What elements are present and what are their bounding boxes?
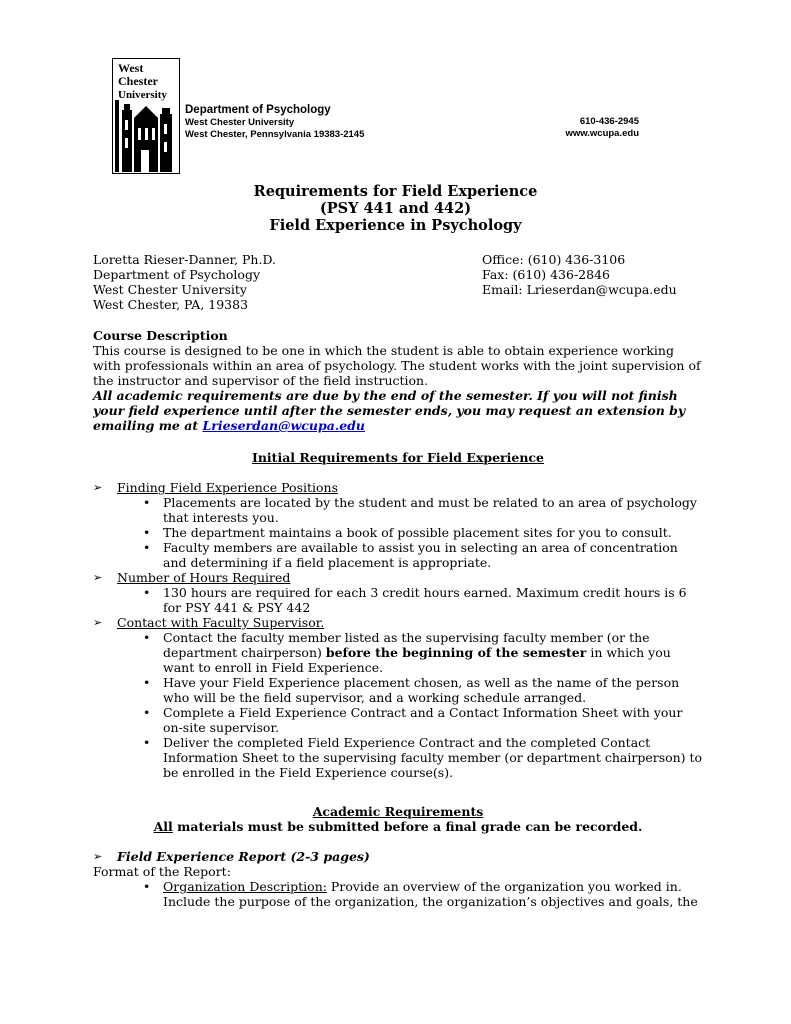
document-title [0, 183, 791, 234]
section-report [93, 849, 703, 864]
title-line-1: Requirements for Field Experience [253, 183, 538, 200]
author-office: Office: (610) 436-3106 [482, 252, 626, 267]
list-item: • The department maintains a book of possible placement sites for you to consult. [139, 525, 703, 540]
department-university: West Chester University [185, 117, 295, 128]
course-notice-email[interactable]: Lrieserdan@wcupa.edu [202, 418, 365, 433]
section-title: Number of Hours Required [117, 570, 291, 585]
report-format-items [93, 879, 703, 909]
author-contact [482, 252, 677, 297]
author-university: West Chester University [93, 282, 247, 297]
section-items [93, 585, 703, 615]
department-address: West Chester, Pennsylvania 19383-2145 [185, 129, 365, 140]
initial-heading: Initial Requirements for Field Experience [252, 450, 544, 465]
list-item: • Placements are located by the student and must be related to an area of psychology that interests you. [139, 495, 703, 525]
list-item: • Have your Field Experience placement chosen, as well as the name of the person who will be the field supervisor, and a working schedule arranged. [139, 675, 703, 705]
report-title: Field Experience Report (2-3 pages) [117, 849, 370, 864]
section-items [93, 495, 703, 570]
initial-sections [93, 480, 703, 780]
list-item: • 130 hours are required for each 3 credit hours earned. Maximum credit hours is 6 for PSY 441 & PSY 442 [139, 585, 703, 615]
item-text: in which you want to enroll in Field Experience. [163, 645, 671, 675]
logo-text-3: University [118, 89, 167, 101]
academic-subheading [93, 819, 703, 834]
course-notice-text: All academic requirements are due by the end of the semester. If you will not finish your field experience until after the semester ends, you may request an extension by emailing me at [93, 388, 686, 433]
academic-sections [93, 849, 703, 864]
item-label: Organization Description: [163, 879, 327, 894]
item-emphasis: before the beginning of the semester [325, 645, 587, 660]
list-item [139, 630, 703, 675]
author-email[interactable]: Email: Lrieserdan@wcupa.edu [482, 282, 677, 297]
course-text: This course is designed to be one in which the student is able to obtain experience working with professionals within an area of psychology. The student works with the joint supervision of the instructor and supervisor of the field instruction. [93, 343, 701, 388]
author-department: Department of Psychology [93, 267, 261, 282]
letterhead-phone: 610-436-2945 [579, 116, 639, 127]
section-items [93, 630, 703, 780]
item-text: Contact the faculty member listed as the supervising faculty member (or the department chairperson) [163, 630, 650, 660]
section-faculty-contact [93, 615, 703, 780]
initial-requirements [93, 450, 703, 780]
arrow-bullet-icon: ➢ [93, 850, 103, 863]
list-item: • Deliver the completed Field Experience Contract and the completed Contact Information Sheet to the supervising faculty member (or department chairperson) to be enrolled in the Field Experience course(s). [139, 735, 703, 780]
course-heading: Course Description [93, 328, 228, 343]
arrow-bullet-icon: ➢ [93, 481, 103, 494]
author-fax: Fax: (610) 436-2846 [482, 267, 610, 282]
title-line-2: (PSY 441 and 442) [319, 200, 472, 217]
academic-heading: Academic Requirements [312, 804, 484, 819]
logo-text-2: Chester [118, 74, 158, 88]
list-item [139, 879, 703, 909]
author-name: Loretta Rieser-Danner, Ph.D. [93, 252, 276, 267]
department-name: Department of Psychology [185, 104, 331, 116]
section-finding-positions [93, 480, 703, 570]
section-title: Contact with Faculty Supervisor. [117, 615, 325, 630]
author-block [93, 252, 276, 312]
course-description [93, 328, 703, 433]
letterhead-contact [565, 116, 639, 140]
item-text: Provide an overview of the organization you worked in. Include the purpose of the organization, the organization’s objectives and goals, the [163, 879, 698, 909]
author-city: West Chester, PA, 19383 [93, 297, 249, 312]
title-line-3: Field Experience in Psychology [269, 217, 522, 234]
department-header [185, 103, 364, 141]
section-hours-required [93, 570, 703, 615]
course-notice [93, 388, 703, 433]
arrow-bullet-icon: ➢ [93, 616, 103, 629]
report-format-label: Format of the Report: [93, 864, 231, 879]
university-logo [112, 58, 180, 174]
arrow-bullet-icon: ➢ [93, 571, 103, 584]
academic-sub-text: materials must be submitted before a final grade can be recorded. [172, 819, 643, 834]
letterhead-website[interactable]: www.wcupa.edu [565, 128, 639, 139]
logo-text-1: West [118, 61, 144, 75]
academic-sub-emphasis: All [153, 819, 173, 834]
academic-requirements [93, 804, 703, 909]
list-item: • Faculty members are available to assist you in selecting an area of concentration and determining if a field placement is appropriate. [139, 540, 703, 570]
section-title: Finding Field Experience Positions [117, 480, 339, 495]
list-item: • Complete a Field Experience Contract and a Contact Information Sheet with your on-site supervisor. [139, 705, 703, 735]
